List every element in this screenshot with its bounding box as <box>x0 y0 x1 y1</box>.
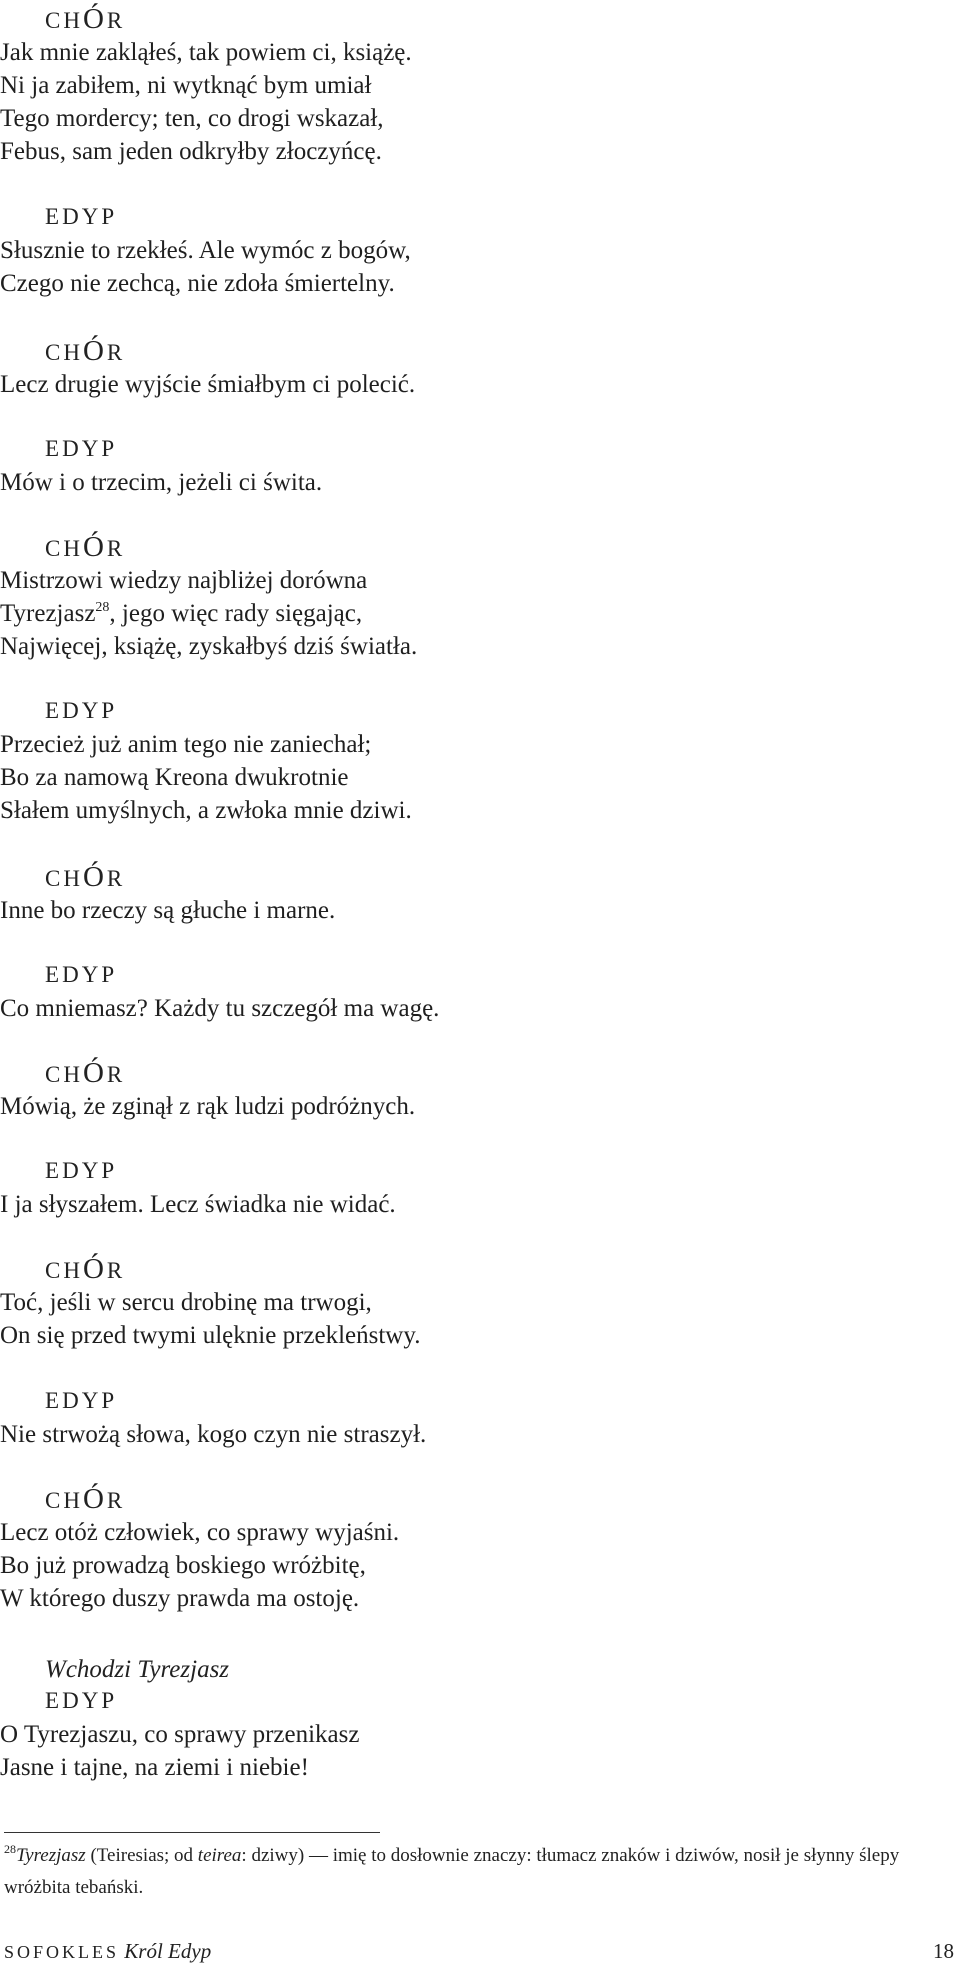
verse-line: Mówią, że zginął z rąk ludzi podróżnych. <box>0 1093 416 1120</box>
speech-chor-4 <box>0 860 930 927</box>
footer-author: SOFOKLES <box>4 1942 120 1962</box>
speech-edyp-4 <box>0 958 930 1025</box>
verse-line: W którego duszy prawda ma ostoję. <box>0 1585 360 1612</box>
speech-chor-6 <box>0 1252 930 1352</box>
speech-edyp-2 <box>0 432 930 499</box>
verse-line: On się przed twymi ulęknie przekleństwy. <box>0 1322 421 1349</box>
footer-title: Król Edyp <box>124 1939 212 1963</box>
speaker-label: CHÓR <box>45 861 126 893</box>
speech-edyp-6 <box>0 1384 930 1451</box>
verse-line: Bo już prowadzą boskiego wróżbitę, <box>0 1552 366 1579</box>
verse-line: Słusznie to rzekłeś. Ale wymóc z bogów, <box>0 237 411 264</box>
speech-edyp-3 <box>0 694 930 827</box>
verse-line <box>0 597 930 630</box>
verse-line: Febus, sam jeden odkryłby złoczyńcę. <box>0 138 382 165</box>
page-number: 18 <box>933 1939 954 1963</box>
footnote-term: Tyrezjasz <box>16 1845 86 1866</box>
speech-chor-3 <box>0 530 930 663</box>
verse-line: O Tyrezjaszu, co sprawy przenikasz <box>0 1721 360 1748</box>
speech-chor-7 <box>0 1482 930 1615</box>
verse-line: Co mniemasz? Każdy tu szczegół ma wagę. <box>0 995 440 1022</box>
verse-line-start: Tyrezjasz <box>0 600 96 627</box>
verse-line: Przecież już anim tego nie zaniechał; <box>0 731 372 758</box>
verse-line: Lecz drugie wyjście śmiałbym ci polecić. <box>0 371 416 398</box>
speaker-label: CHÓR <box>45 335 126 367</box>
speech-chor-5 <box>0 1056 930 1123</box>
verse-line: Lecz otóż człowiek, co sprawy wyjaśni. <box>0 1519 400 1546</box>
speech-chor-2 <box>0 334 930 401</box>
footnote-number: 28 <box>4 1842 16 1856</box>
verse-line: Bo za namową Kreona dwukrotnie <box>0 764 349 791</box>
stage-direction: Wchodzi Tyrezjasz <box>45 1656 230 1683</box>
verse-line: Inne bo rzeczy są głuche i marne. <box>0 897 336 924</box>
speaker-label: EDYP <box>45 962 118 987</box>
speaker-label: CHÓR <box>45 1253 126 1285</box>
speech-edyp-7 <box>0 1684 930 1784</box>
verse-line: Czego nie zechcą, nie zdoła śmiertelny. <box>0 270 395 297</box>
speaker-label: EDYP <box>45 698 118 723</box>
speech-edyp-1 <box>0 200 930 300</box>
verse-line: I ja słyszałem. Lecz świadka nie widać. <box>0 1191 396 1218</box>
verse-line: Mistrzowi wiedzy najbliżej dorówna <box>0 567 368 594</box>
verse-line-rest: , jego więc rady sięgając, <box>109 600 363 627</box>
footnote-ref[interactable]: 28 <box>95 600 110 615</box>
verse-line: Ni ja zabiłem, ni wytknąć bym umiał <box>0 72 372 99</box>
verse-line: Jak mnie zakląłeś, tak powiem ci, książę. <box>0 39 412 66</box>
verse-line: Najwięcej, książę, zyskałbyś dziś światła. <box>0 633 418 660</box>
speaker-label: EDYP <box>45 1158 118 1183</box>
footnote-text: : dziwy) — imię to dosłownie znaczy: tłumacz znaków i dziwów, nosił je słynny ślepy wróżbita tebański. <box>4 1845 900 1898</box>
speech-chor-1 <box>0 2 930 168</box>
running-footer <box>4 1938 954 1965</box>
speaker-label: EDYP <box>45 1688 118 1713</box>
speaker-label: CHÓR <box>45 1483 126 1515</box>
speaker-label: EDYP <box>45 1388 118 1413</box>
verse-line: Jasne i tajne, na ziemi i niebie! <box>0 1754 309 1781</box>
footnote-term: teirea <box>197 1845 242 1866</box>
verse-line: Toć, jeśli w sercu drobinę ma trwogi, <box>0 1289 372 1316</box>
speaker-label: EDYP <box>45 204 118 229</box>
verse-line: Nie strwożą słowa, kogo czyn nie straszył. <box>0 1421 427 1448</box>
speaker-label: CHÓR <box>45 1057 126 1089</box>
verse-line: Tego mordercy; ten, co drogi wskazał, <box>0 105 384 132</box>
footnote <box>4 1840 956 1904</box>
verse-line: Słałem umyślnych, a zwłoka mnie dziwi. <box>0 797 412 824</box>
footnote-rule <box>4 1832 380 1833</box>
footnote-text: (Teiresias; od <box>85 1845 198 1866</box>
verse-line: Mów i o trzecim, jeżeli ci świta. <box>0 469 323 496</box>
speaker-label: CHÓR <box>45 531 126 563</box>
speaker-label: CHÓR <box>45 3 126 35</box>
speech-edyp-5 <box>0 1154 930 1221</box>
speaker-label: EDYP <box>45 436 118 461</box>
